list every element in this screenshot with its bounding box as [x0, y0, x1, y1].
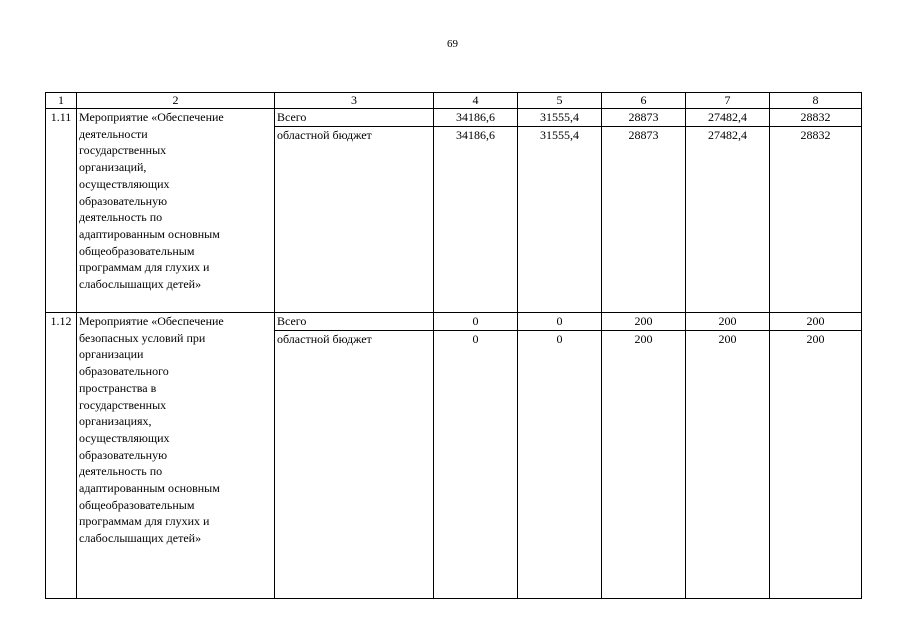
value-cell: 28832 [770, 109, 862, 127]
row-description [77, 313, 275, 599]
description-line: слабослышащих детей» [79, 277, 202, 292]
description-line: деятельности [79, 126, 148, 141]
value-cell: 200 [602, 330, 686, 598]
description-line: адаптированным основным [79, 481, 220, 496]
column-header: 7 [686, 93, 770, 109]
value-cell: 31555,4 [518, 126, 602, 312]
description-line: организаций, [79, 160, 147, 175]
row-description [77, 109, 275, 313]
funding-source: Всего [275, 313, 434, 331]
description-line: Мероприятие «Обеспечение [79, 314, 224, 328]
value-cell: 27482,4 [686, 109, 770, 127]
value-cell: 200 [770, 313, 862, 331]
table-row [46, 313, 862, 331]
description-line: организациях, [79, 414, 152, 429]
description-line: программам для глухих и [79, 260, 210, 275]
budget-table [45, 92, 862, 599]
column-header: 5 [518, 93, 602, 109]
row-number: 1.12 [46, 313, 77, 599]
description-line: слабослышащих детей» [79, 531, 202, 546]
description-line: адаптированным основным [79, 226, 220, 241]
value-cell: 200 [602, 313, 686, 331]
value-cell: 200 [686, 313, 770, 331]
description-line: пространства в [79, 380, 157, 395]
value-cell: 0 [434, 313, 518, 331]
description-line: осуществляющих [79, 176, 170, 191]
description-line: общеобразовательным [79, 243, 195, 258]
table-header-row [46, 93, 862, 109]
value-cell: 0 [434, 330, 518, 598]
description-line: государственных [79, 143, 167, 158]
description-line: деятельность по [79, 210, 163, 225]
value-cell: 200 [770, 330, 862, 598]
value-cell: 28832 [770, 126, 862, 312]
value-cell: 200 [686, 330, 770, 598]
value-cell: 0 [518, 330, 602, 598]
description-line: деятельность по [79, 464, 163, 479]
description-line: государственных [79, 397, 167, 412]
value-cell: 0 [518, 313, 602, 331]
column-header: 6 [602, 93, 686, 109]
table-row [46, 109, 862, 127]
description-line: образовательную [79, 447, 168, 462]
description-line: программам для глухих и [79, 514, 210, 529]
description-line: образовательного [79, 364, 169, 379]
column-header: 1 [46, 93, 77, 109]
column-header: 2 [77, 93, 275, 109]
value-cell: 34186,6 [434, 126, 518, 312]
row-number: 1.11 [46, 109, 77, 313]
value-cell: 34186,6 [434, 109, 518, 127]
funding-source: Всего [275, 109, 434, 127]
page-number: 69 [447, 38, 458, 50]
column-header: 4 [434, 93, 518, 109]
value-cell: 31555,4 [518, 109, 602, 127]
value-cell: 28873 [602, 126, 686, 312]
funding-source: областной бюджет [275, 126, 434, 312]
description-line: осуществляющих [79, 430, 170, 445]
description-line: организации [79, 347, 144, 362]
description-line: образовательную [79, 193, 168, 208]
description-line: безопасных условий при [79, 330, 206, 345]
description-line: общеобразовательным [79, 497, 195, 512]
funding-source: областной бюджет [275, 330, 434, 598]
column-header: 3 [275, 93, 434, 109]
value-cell: 27482,4 [686, 126, 770, 312]
column-header: 8 [770, 93, 862, 109]
description-line: Мероприятие «Обеспечение [79, 110, 224, 124]
value-cell: 28873 [602, 109, 686, 127]
